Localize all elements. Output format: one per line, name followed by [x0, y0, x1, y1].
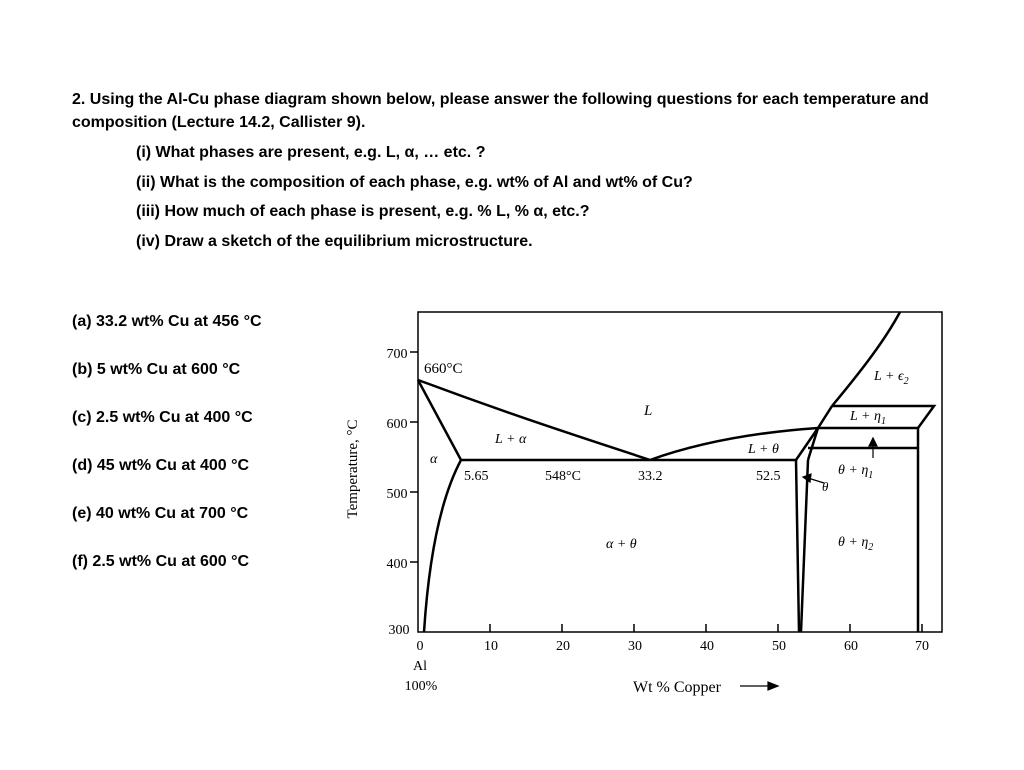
x-tick-10: 10 [484, 639, 498, 654]
origin-label-al: Al [413, 659, 427, 674]
y-axis-label: Temperature, °C [345, 419, 361, 519]
theta-liquidus-comp-label: 52.5 [756, 469, 781, 484]
case-e: (e) 40 wt% Cu at 700 °C [72, 505, 249, 522]
al-cu-phase-diagram [330, 300, 950, 710]
case-f: (f) 2.5 wt% Cu at 600 °C [72, 553, 250, 570]
region-theta: θ [822, 479, 829, 494]
solvus-alpha [424, 460, 461, 632]
x-tick-0: 0 [416, 639, 424, 654]
region-alpha-theta: α + θ [606, 537, 637, 552]
region-alpha: α [430, 452, 438, 467]
eutectic-comp-label: 33.2 [638, 469, 663, 484]
x-axis-ticks [490, 624, 922, 632]
y-axis-ticks [410, 352, 418, 562]
x-tick-60: 60 [844, 639, 858, 654]
case-d: (d) 45 wt% Cu at 400 °C [72, 457, 250, 474]
question-intro: 2. Using the Al-Cu phase diagram shown below, please answer the following questions for each temperature and composition (Lecture 14.2, Callister 9). [72, 91, 929, 131]
subquestion-list [136, 142, 693, 260]
case-list [72, 311, 262, 599]
x-tick-70: 70 [915, 639, 929, 654]
y-tick-600: 600 [386, 417, 408, 432]
liquidus-alpha [418, 380, 653, 460]
x-axis-label: Wt % Copper [633, 679, 721, 696]
region-theta-eta2: $\theta + \eta_2$ [838, 535, 874, 553]
region-liquid-eta1: $L + \eta_1$ [850, 409, 886, 427]
subquestion-microstructure: (iv) Draw a sketch of the equilibrium microstructure. [136, 232, 533, 250]
x-tick-50: 50 [772, 639, 786, 654]
y-tick-500: 500 [386, 487, 408, 502]
subquestion-phases: (i) What phases are present, e.g. L, α, … etc. ? [136, 144, 486, 161]
region-liquid: L [644, 403, 653, 419]
subquestion-composition: (ii) What is the composition of each phase, e.g. wt% of Al and wt% of Cu? [136, 173, 693, 191]
y-tick-400: 400 [386, 557, 408, 572]
eutectic-temp-label: 548°C [545, 469, 581, 484]
region-liquid-theta: L + θ [748, 442, 779, 457]
theta-left [796, 460, 799, 632]
y-tick-700: 700 [386, 347, 408, 362]
x-tick-30: 30 [628, 639, 642, 654]
theta-top [808, 428, 818, 460]
case-b: (b) 5 wt% Cu at 600 °C [72, 361, 241, 378]
liquidus-theta-high [796, 406, 832, 460]
al-melting-label: 660°C [424, 361, 463, 377]
case-a: (a) 33.2 wt% Cu at 456 °C [72, 313, 262, 330]
alpha-max-label: 5.65 [464, 469, 489, 484]
region-liquid-alpha: L + α [495, 432, 527, 447]
case-c: (c) 2.5 wt% Cu at 400 °C [72, 409, 253, 426]
liquidus-theta [650, 428, 818, 460]
origin-label-pct: 100% [404, 679, 438, 694]
x-tick-20: 20 [556, 639, 570, 654]
region-liquid-eps2: $L + \epsilon_2$ [874, 369, 909, 387]
region-theta-eta1: $\theta + \eta_1$ [838, 463, 874, 481]
solidus-alpha [418, 380, 461, 460]
eps-liquidus [832, 312, 900, 406]
x-tick-40: 40 [700, 639, 714, 654]
subquestion-amount: (iii) How much of each phase is present, e.g. % L, % α, etc.? [136, 203, 590, 220]
y-tick-300: 300 [388, 623, 410, 638]
theta-right [801, 460, 808, 632]
